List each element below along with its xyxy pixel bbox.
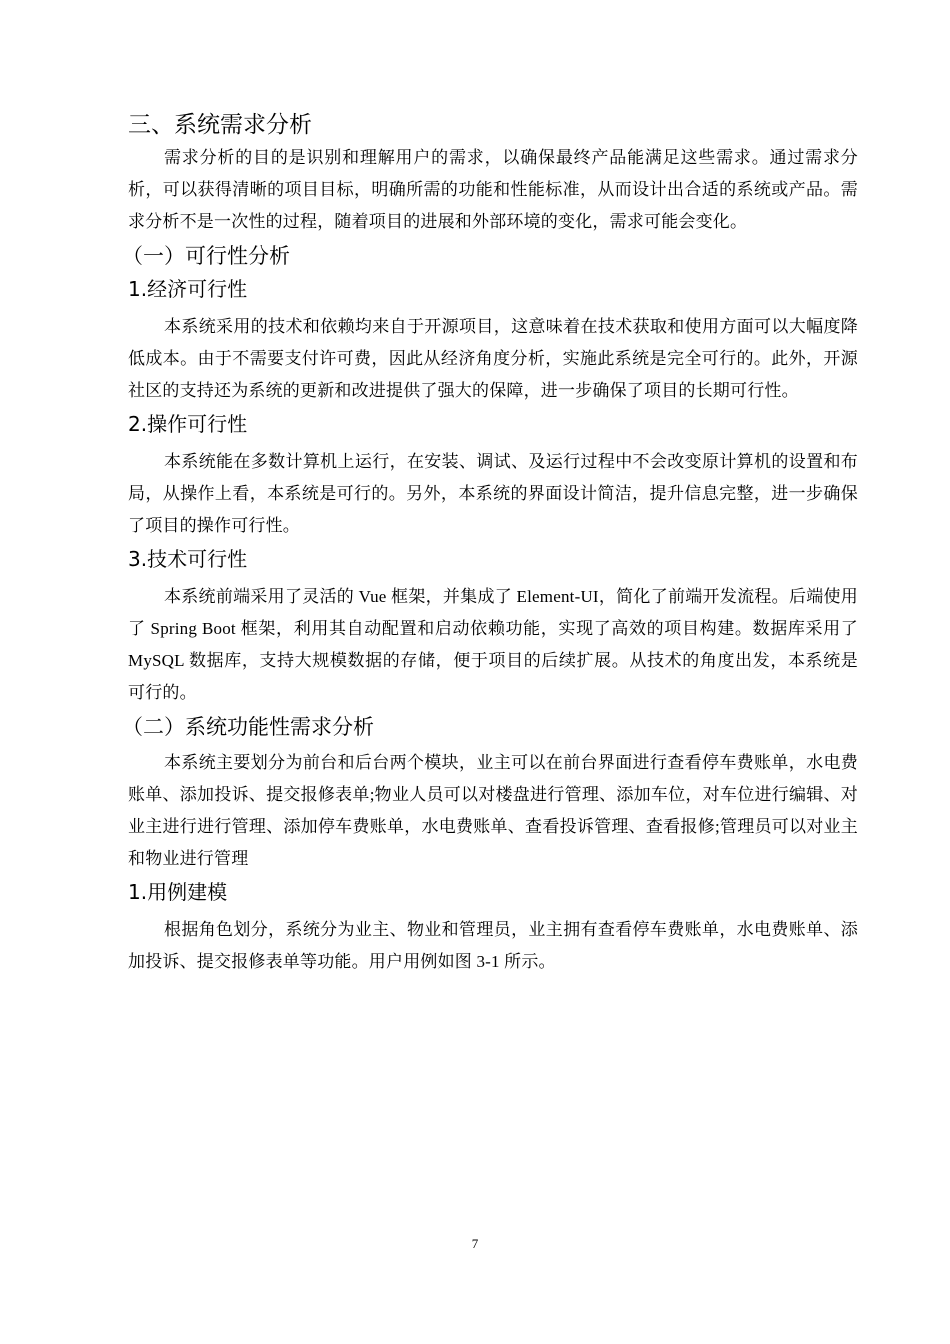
- operational-feasibility-paragraph: 本系统能在多数计算机上运行，在安装、调试、及运行过程中不会改变原计算机的设置和布局，从操作上看，本系统是可行的。另外，本系统的界面设计简洁，提升信息完整，进一步确保了项目的操作可行性。: [128, 452, 858, 535]
- functional-requirements-paragraph: 本系统主要划分为前台和后台两个模块，业主可以在前台界面进行查看停车费账单，水电费账单、添加投诉、提交报修表单;物业人员可以对楼盘进行管理、添加车位，对车位进行编辑、对业主进行进行管理、添加停车费账单，水电费账单、查看投诉管理、查看报修;管理员可以对业主和物业进行管理: [128, 753, 858, 868]
- economic-feasibility-heading: 1.经济可行性: [128, 277, 248, 301]
- feasibility-heading: （一）可行性分析: [122, 244, 290, 268]
- technical-feasibility-paragraph: 本系统前端采用了灵活的 Vue 框架，并集成了 Element-UI，简化了前端开发流程。后端使用了 Spring Boot 框架，利用其自动配置和启动依赖功能，实现了高效的项目构建。数据库采用了 MySQL 数据库，支持大规模数据的存储，便于项目的后续扩展。从技术的角度出发，本系统是可行的。: [128, 587, 858, 702]
- technical-feasibility-heading: 3.技术可行性: [128, 547, 248, 571]
- use-case-heading: 1.用例建模: [128, 880, 228, 904]
- functional-requirements-heading: （二）系统功能性需求分析: [122, 715, 374, 739]
- operational-feasibility-heading: 2.操作可行性: [128, 412, 248, 436]
- page-number: 7: [471, 1236, 479, 1251]
- section-title: 三、系统需求分析: [128, 112, 312, 138]
- section-intro-paragraph: 需求分析的目的是识别和理解用户的需求，以确保最终产品能满足这些需求。通过需求分析，可以获得清晰的项目目标，明确所需的功能和性能标准，从而设计出合适的系统或产品。需求分析不是一次性的过程，随着项目的进展和外部环境的变化，需求可能会变化。: [128, 148, 858, 231]
- use-case-paragraph: 根据角色划分，系统分为业主、物业和管理员，业主拥有查看停车费账单，水电费账单、添加投诉、提交报修表单等功能。用户用例如图 3-1 所示。: [128, 920, 858, 971]
- page-content: [122, 110, 858, 978]
- economic-feasibility-paragraph: 本系统采用的技术和依赖均来自于开源项目，这意味着在技术获取和使用方面可以大幅度降低成本。由于不需要支付许可费，因此从经济角度分析，实施此系统是完全可行的。此外，开源社区的支持还为系统的更新和改进提供了强大的保障，进一步确保了项目的长期可行性。: [128, 317, 858, 400]
